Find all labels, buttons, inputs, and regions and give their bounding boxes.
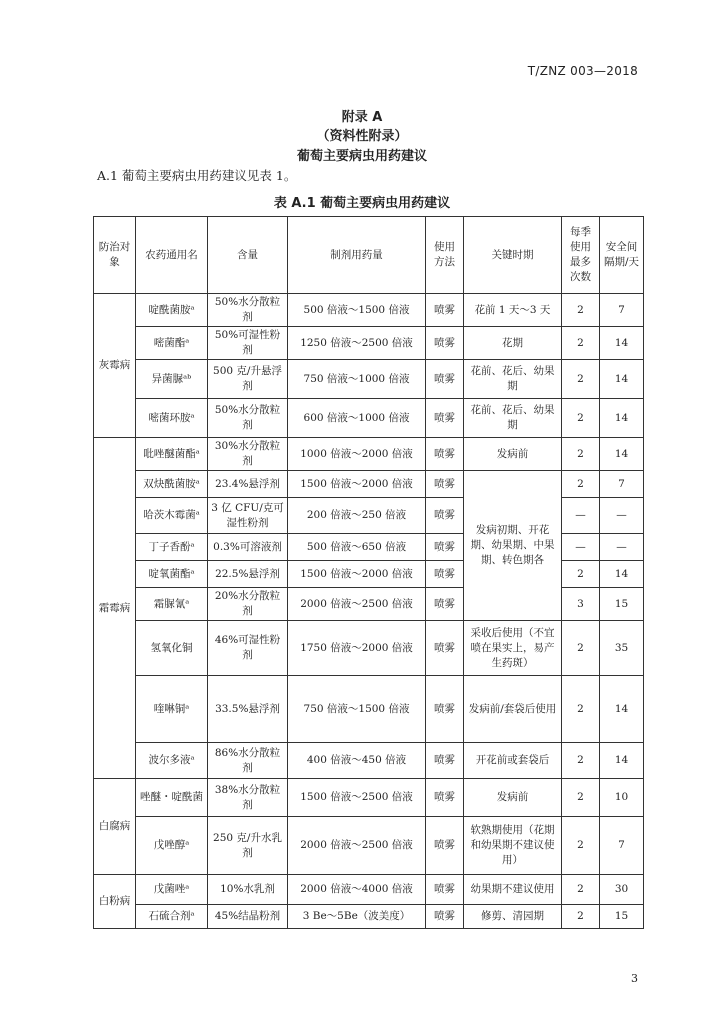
content-cell: 22.5%悬浮剂 (208, 561, 288, 588)
times-cell: — (562, 498, 600, 534)
method-cell: 喷雾 (426, 875, 464, 905)
table-row (94, 588, 644, 621)
period-cell: 花期 (464, 327, 562, 360)
interval-cell: 7 (600, 817, 644, 875)
interval-cell: — (600, 498, 644, 534)
table-row (94, 294, 644, 327)
interval-cell: 7 (600, 471, 644, 498)
dose-cell: 3 Be～5Be（波美度） (288, 905, 426, 929)
dose-cell: 1000 倍液～2000 倍液 (288, 438, 426, 471)
content-cell: 86%水分散粒剂 (208, 743, 288, 779)
times-cell: 2 (562, 471, 600, 498)
times-cell: 2 (562, 905, 600, 929)
interval-cell: 14 (600, 360, 644, 399)
table-row (94, 438, 644, 471)
method-cell: 喷雾 (426, 534, 464, 561)
interval-cell: 14 (600, 327, 644, 360)
pesticide-name: 双炔酰菌胺ᵃ (136, 471, 208, 498)
method-cell: 喷雾 (426, 471, 464, 498)
times-cell: 2 (562, 561, 600, 588)
page-number: 3 (631, 972, 638, 985)
interval-cell: 30 (600, 875, 644, 905)
pesticide-table (93, 216, 644, 929)
method-cell: 喷雾 (426, 561, 464, 588)
content-cell: 50%可湿性粉剂 (208, 327, 288, 360)
times-cell: 2 (562, 676, 600, 743)
header-target: 防治对象 (94, 217, 136, 294)
dose-cell: 1500 倍液～2000 倍液 (288, 471, 426, 498)
times-cell: 2 (562, 621, 600, 676)
method-cell: 喷雾 (426, 621, 464, 676)
times-cell: 2 (562, 294, 600, 327)
period-cell: 采收后使用（不宜喷在果实上，易产生药斑） (464, 621, 562, 676)
period-cell: 软熟期使用（花期和幼果期不建议使用） (464, 817, 562, 875)
method-cell: 喷雾 (426, 294, 464, 327)
method-cell: 喷雾 (426, 779, 464, 817)
period-cell: 花前、花后、幼果期 (464, 399, 562, 438)
times-cell: 2 (562, 875, 600, 905)
dose-cell: 500 倍液～650 倍液 (288, 534, 426, 561)
period-cell: 开花前或套袋后 (464, 743, 562, 779)
times-cell: 2 (562, 399, 600, 438)
header-interval: 安全间隔期/天 (600, 217, 644, 294)
standard-number: T/ZNZ 003—2018 (527, 64, 638, 78)
interval-cell: 14 (600, 676, 644, 743)
table-row (94, 399, 644, 438)
period-cell: 发病初期、开花期、幼果期、中果期、转色期各 (464, 471, 562, 621)
content-cell: 50%水分散粒剂 (208, 399, 288, 438)
interval-cell: 15 (600, 905, 644, 929)
header-dose: 制剂用药量 (288, 217, 426, 294)
table-row (94, 905, 644, 929)
appendix-subtitle: （资料性附录） (316, 129, 408, 144)
period-cell: 幼果期不建议使用 (464, 875, 562, 905)
appendix-name: 葡萄主要病虫用药建议 (296, 149, 427, 164)
content-cell: 33.5%悬浮剂 (208, 676, 288, 743)
content-cell: 46%可湿性粉剂 (208, 621, 288, 676)
interval-cell: 14 (600, 399, 644, 438)
dose-cell: 1750 倍液～2000 倍液 (288, 621, 426, 676)
content-cell: 10%水乳剂 (208, 875, 288, 905)
pesticide-name: 嘧菌环胺ᵃ (136, 399, 208, 438)
pesticide-name: 吡唑醚菌酯ᵃ (136, 438, 208, 471)
pesticide-name: 石硫合剂ᵃ (136, 905, 208, 929)
table-row (94, 534, 644, 561)
dose-cell: 500 倍液～1500 倍液 (288, 294, 426, 327)
method-cell: 喷雾 (426, 817, 464, 875)
times-cell: 2 (562, 360, 600, 399)
dose-cell: 1250 倍液～2500 倍液 (288, 327, 426, 360)
method-cell: 喷雾 (426, 438, 464, 471)
method-cell: 喷雾 (426, 360, 464, 399)
dose-cell: 1500 倍液～2000 倍液 (288, 561, 426, 588)
times-cell: 2 (562, 438, 600, 471)
header-content: 含量 (208, 217, 288, 294)
intro-paragraph: A.1 葡萄主要病虫用药建议见表 1。 (97, 168, 297, 183)
interval-cell: 14 (600, 438, 644, 471)
interval-cell: 35 (600, 621, 644, 676)
dose-cell: 2000 倍液～4000 倍液 (288, 875, 426, 905)
group-cell: 白腐病 (94, 779, 136, 875)
table-row (94, 471, 644, 498)
interval-cell: 7 (600, 294, 644, 327)
method-cell: 喷雾 (426, 905, 464, 929)
table-row (94, 779, 644, 817)
header-times: 每季使用最多次数 (562, 217, 600, 294)
header-method: 使用方法 (426, 217, 464, 294)
method-cell: 喷雾 (426, 498, 464, 534)
pesticide-name: 霜脲氰ᵃ (136, 588, 208, 621)
pesticide-name: 戊唑醇ᵃ (136, 817, 208, 875)
dose-cell: 1500 倍液～2500 倍液 (288, 779, 426, 817)
group-cell: 白粉病 (94, 875, 136, 929)
header-pesticide: 农药通用名 (136, 217, 208, 294)
times-cell: 2 (562, 779, 600, 817)
interval-cell: 14 (600, 561, 644, 588)
period-cell: 发病前 (464, 779, 562, 817)
method-cell: 喷雾 (426, 676, 464, 743)
dose-cell: 2000 倍液～2500 倍液 (288, 817, 426, 875)
table-row (94, 498, 644, 534)
pesticide-name: 啶氧菌酯ᵃ (136, 561, 208, 588)
dose-cell: 750 倍液～1000 倍液 (288, 360, 426, 399)
times-cell: 2 (562, 817, 600, 875)
times-cell: 2 (562, 327, 600, 360)
group-cell: 灰霉病 (94, 294, 136, 438)
period-cell: 花前 1 天～3 天 (464, 294, 562, 327)
group-cell: 霜霉病 (94, 438, 136, 779)
table-row (94, 743, 644, 779)
content-cell: 45%结晶粉剂 (208, 905, 288, 929)
interval-cell: 10 (600, 779, 644, 817)
dose-cell: 2000 倍液～2500 倍液 (288, 588, 426, 621)
method-cell: 喷雾 (426, 743, 464, 779)
table-row (94, 621, 644, 676)
table-row (94, 875, 644, 905)
dose-cell: 200 倍液～250 倍液 (288, 498, 426, 534)
method-cell: 喷雾 (426, 588, 464, 621)
interval-cell: 15 (600, 588, 644, 621)
table-title: 表 A.1 葡萄主要病虫用药建议 (273, 196, 451, 211)
table-row (94, 817, 644, 875)
content-cell: 0.3%可溶液剂 (208, 534, 288, 561)
content-cell: 3 亿 CFU/克可湿性粉剂 (208, 498, 288, 534)
content-cell: 20%水分散粒剂 (208, 588, 288, 621)
times-cell: 3 (562, 588, 600, 621)
content-cell: 38%水分散粒剂 (208, 779, 288, 817)
pesticide-name: 喹啉铜ᵃ (136, 676, 208, 743)
content-cell: 50%水分散粒剂 (208, 294, 288, 327)
period-cell: 发病前 (464, 438, 562, 471)
pesticide-name: 唑醚・啶酰菌 (136, 779, 208, 817)
dose-cell: 600 倍液～1000 倍液 (288, 399, 426, 438)
header-period: 关键时期 (464, 217, 562, 294)
period-cell: 修剪、清园期 (464, 905, 562, 929)
period-cell: 发病前/套袋后使用 (464, 676, 562, 743)
content-cell: 250 克/升水乳剂 (208, 817, 288, 875)
table-header-row (94, 217, 644, 294)
interval-cell: 14 (600, 743, 644, 779)
method-cell: 喷雾 (426, 399, 464, 438)
period-cell: 花前、花后、幼果期 (464, 360, 562, 399)
dose-cell: 400 倍液～450 倍液 (288, 743, 426, 779)
pesticide-name: 戊菌唑ᵃ (136, 875, 208, 905)
table-row (94, 676, 644, 743)
times-cell: — (562, 534, 600, 561)
pesticide-name: 氢氧化铜 (136, 621, 208, 676)
dose-cell: 750 倍液～1500 倍液 (288, 676, 426, 743)
pesticide-name: 哈茨木霉菌ᵃ (136, 498, 208, 534)
table-row (94, 561, 644, 588)
pesticide-name: 丁子香酚ᵃ (136, 534, 208, 561)
pesticide-name: 波尔多液ᵃ (136, 743, 208, 779)
pesticide-name: 啶酰菌胺ᵃ (136, 294, 208, 327)
table-row (94, 360, 644, 399)
appendix-title: 附录 A (341, 110, 383, 125)
pesticide-name: 嘧菌酯ᵃ (136, 327, 208, 360)
interval-cell: — (600, 534, 644, 561)
times-cell: 2 (562, 743, 600, 779)
content-cell: 30%水分散粒剂 (208, 438, 288, 471)
pesticide-name: 异菌脲ᵃᵇ (136, 360, 208, 399)
content-cell: 500 克/升悬浮剂 (208, 360, 288, 399)
table-row (94, 327, 644, 360)
method-cell: 喷雾 (426, 327, 464, 360)
content-cell: 23.4%悬浮剂 (208, 471, 288, 498)
